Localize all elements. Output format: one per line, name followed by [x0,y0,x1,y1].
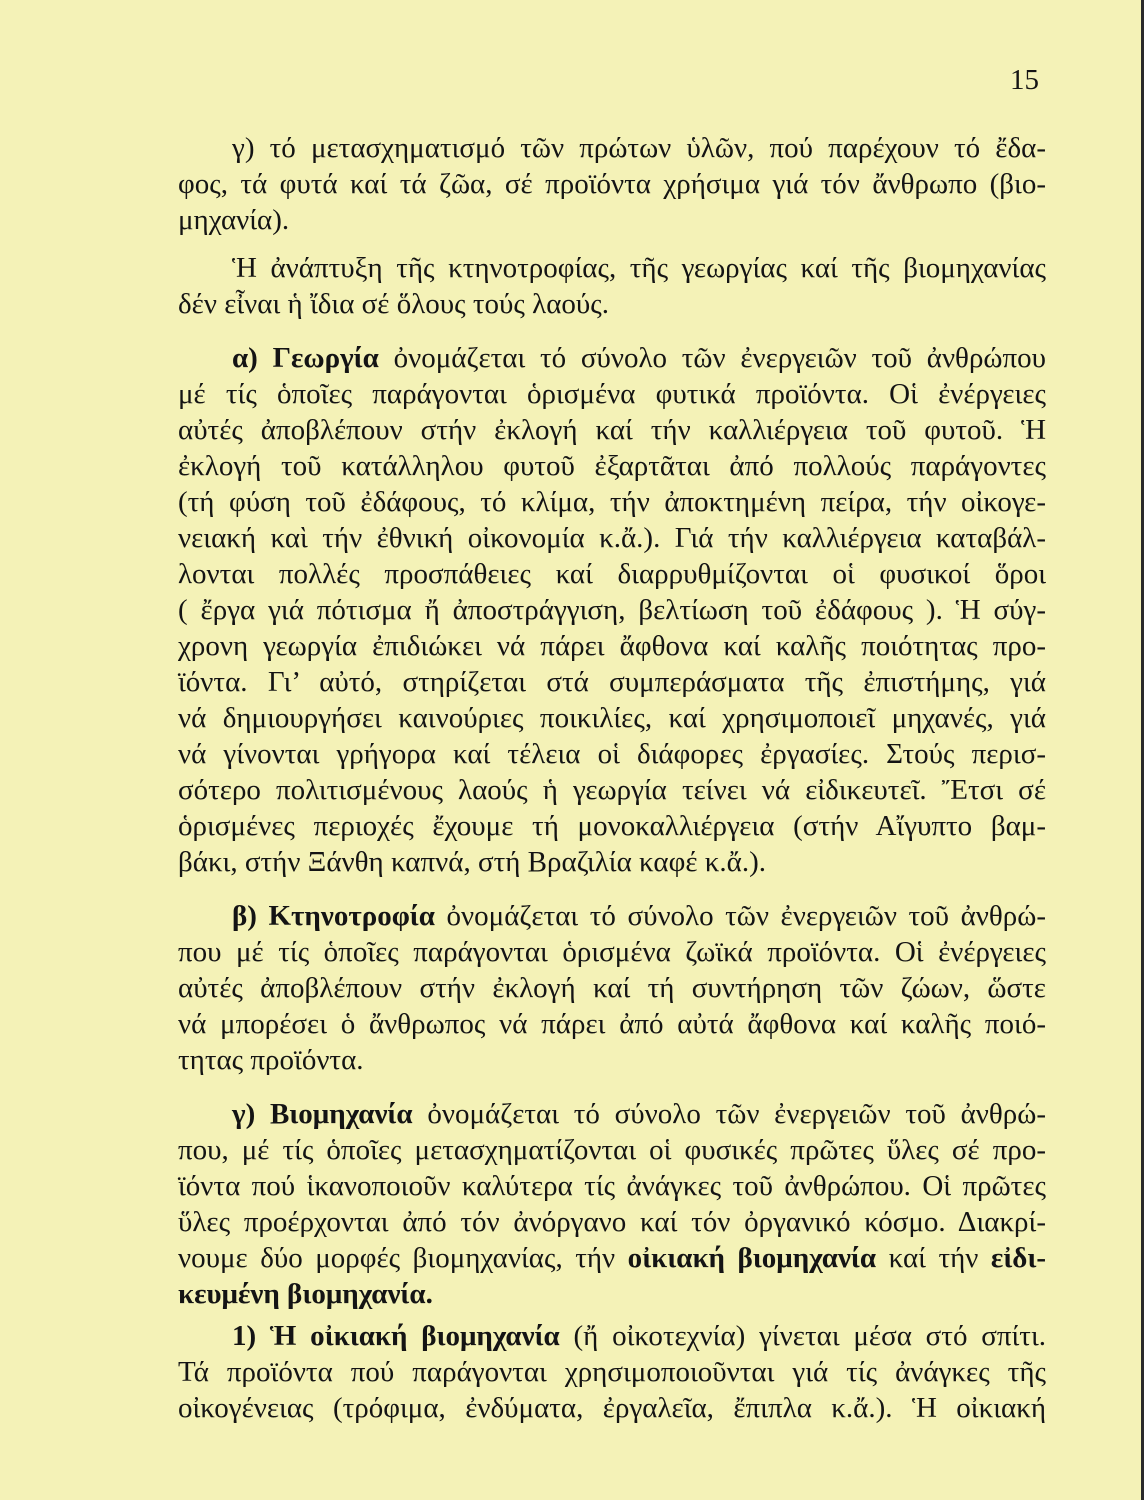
line-text: ὀνομάζεται τό σύνολο τῶν ἐνεργειῶν τοῦ ἀνθρώπου [393,342,1047,374]
paragraph-livestock [178,898,1046,1078]
text-line: τητας προϊόντα. [178,1044,364,1076]
bold-term: β) Κτηνοτροφία [232,900,435,932]
text-line: σότερο πολιτισμένους λαούς ἡ γεωργία τείνει νά εἰδικευτεῖ. Ἔτσι σέ [178,774,1046,806]
bold-term: οἰκιακή βιομηχανία [627,1242,877,1274]
text-line: λονται πολλές προσπάθειες καί διαρρυθμίζονται οἱ φυσικοί ὅροι [178,558,1046,590]
text-line: φος, τά φυτά καί τά ζῶα, σέ προϊόντα χρήσιμα γιά τόν ἄνθρωπο (βιο- [178,168,1046,200]
bold-term: γ) Βιομηχανία [232,1098,413,1130]
text-line: που μέ τίς ὁποῖες παράγονται ὁρισμένα ζωϊκά προϊόντα. Οἱ ἐνέργειες [178,936,1046,968]
line-text: ὀνομάζεται τό σύνολο τῶν ἐνεργειῶν τοῦ ἀνθρώ- [427,1098,1047,1130]
paragraph-industry [178,1096,1046,1312]
text-line [178,1240,1046,1276]
bold-term: α) Γεωργία [232,342,379,374]
text-line: κευμένη βιομηχανία. [178,1278,433,1310]
line-text: ὀνομάζεται τό σύνολο τῶν ἐνεργειῶν τοῦ ἀνθρώ- [446,900,1046,932]
line-text: (ἤ οἰκοτεχνία) γίνεται μέσα στό σπίτι. [573,1320,1046,1352]
text-line: νειακή καὶ τήν ἐθνική οἰκονομία κ.ἄ.). Γιά τήν καλλιέργεια καταβάλ- [178,522,1046,554]
text-line: γ) τό μετασχηματισμό τῶν πρώτων ὑλῶν, πού παρέχουν τό ἔδα- [232,132,1046,164]
text-line [232,1318,1046,1354]
text-line: νά δημιουργήσει καινούριες ποικιλίες, καί χρησιμοποιεῖ μηχανές, γιά [178,702,1046,734]
text-line [232,1096,1046,1132]
text-line: βάκι, στήν Ξάνθη καπνά, στή Βραζιλία καφέ κ.ἄ.). [178,846,766,878]
text-line [232,898,1046,934]
paragraph-home-industry [178,1318,1046,1426]
text-line: (τή φύση τοῦ ἐδάφους, τό κλίμα, τήν ἀποκτημένη πείρα, τήν οἰκογε- [178,486,1046,518]
bold-term: 1) Ἡ οἰκιακή βιομηχανία [232,1320,560,1352]
page-number: 15 [1010,64,1039,96]
line-text: νουμε δύο μορφές βιομηχανίας, τήν [178,1242,616,1274]
paragraph [178,130,1046,238]
text-line: χρονη γεωργία ἐπιδιώκει νά πάρει ἄφθονα καί καλῆς ποιότητας προ- [178,630,1046,662]
text-line: που, μέ τίς ὁποῖες μετασχηματίζονται οἱ φυσικές πρῶτες ὕλες σέ προ- [178,1134,1046,1166]
text-line: ὁρισμένες περιοχές ἔχουμε τή μονοκαλλιέργεια (στήν Αἴγυπτο βαμ- [178,810,1046,842]
text-line: οἰκογένειας (τρόφιμα, ἐνδύματα, ἐργαλεῖα, ἔπιπλα κ.ἄ.). Ἡ οἰκιακή [178,1392,1046,1424]
text-line: νά γίνονται γρήγορα καί τέλεια οἱ διάφορες ἐργασίες. Στούς περισ- [178,738,1046,770]
text-line: αὐτές ἀποβλέπουν στήν ἐκλογή καί τήν καλλιέργεια τοῦ φυτοῦ. Ἡ [178,414,1046,446]
text-line: νά μπορέσει ὁ ἄνθρωπος νά πάρει ἀπό αὐτά ἄφθονα καί καλῆς ποιό- [178,1008,1046,1040]
paragraph-agriculture [178,340,1046,880]
text-line [232,340,1046,376]
text-line: ϊόντα πού ἱκανοποιοῦν καλύτερα τίς ἀνάγκες τοῦ ἀνθρώπου. Οἱ πρῶτες [178,1170,1046,1202]
text-line: ( ἔργα γιά πότισμα ἤ ἀποστράγγιση, βελτίωση τοῦ ἐδάφους ). Ἡ σύγ- [178,594,1046,626]
page-text [178,130,1046,1426]
line-text: καί τήν [888,1242,979,1274]
text-line: ἐκλογή τοῦ κατάλληλου φυτοῦ ἐξαρτᾶται ἀπό πολλούς παράγοντες [178,450,1046,482]
bold-term: εἰδι- [990,1242,1046,1274]
text-line: Τά προϊόντα πού παράγονται χρησιμοποιοῦνται γιά τίς ἀνάγκες τῆς [178,1356,1046,1388]
paragraph [178,250,1046,322]
text-line: αὐτές ἀποβλέπουν στήν ἐκλογή καί τή συντήρηση τῶν ζώων, ὥστε [178,972,1046,1004]
text-line: μέ τίς ὁποῖες παράγονται ὁρισμένα φυτικά προϊόντα. Οἱ ἐνέργειες [178,378,1046,410]
text-line: ϊόντα. Γι’ αὐτό, στηρίζεται στά συμπεράσματα τῆς ἐπιστήμης, γιά [178,666,1046,698]
text-line: μηχανία). [178,204,290,236]
text-line: Ἡ ἀνάπτυξη τῆς κτηνοτροφίας, τῆς γεωργίας καί τῆς βιομηχανίας [232,252,1046,284]
text-line: ὕλες προέρχονται ἀπό τόν ἀνόργανο καί τόν ὀργανικό κόσμο. Διακρί- [178,1206,1046,1238]
text-line: δέν εἶναι ἡ ἴδια σέ ὅλους τούς λαούς. [178,288,609,320]
